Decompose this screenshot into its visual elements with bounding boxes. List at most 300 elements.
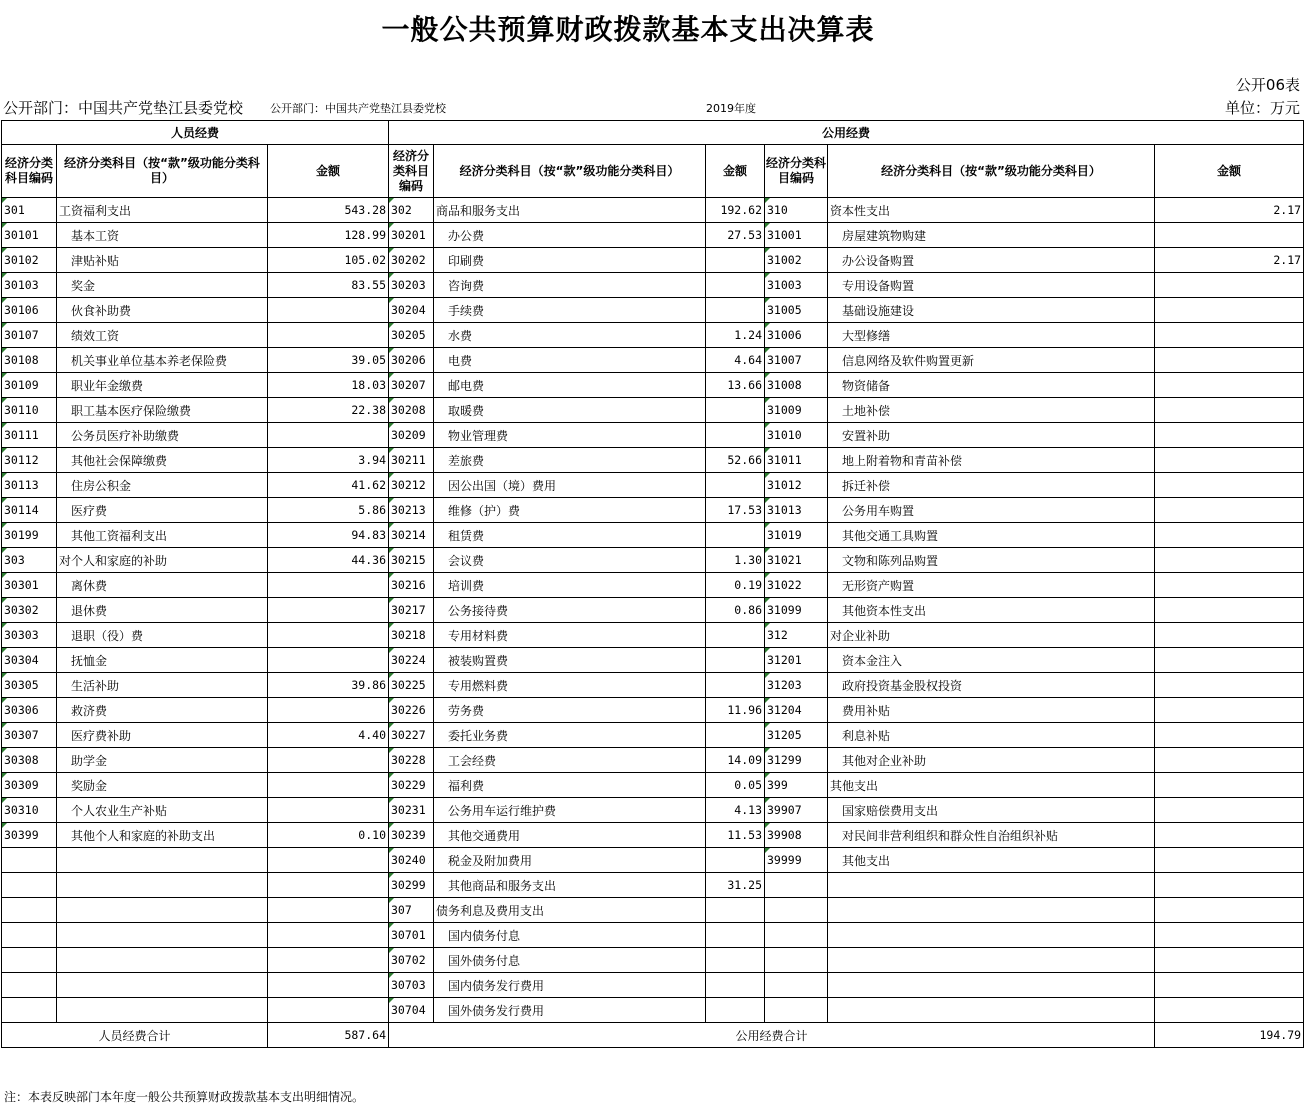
code-cell: 30203 (389, 273, 434, 298)
code-cell: 31021 (765, 548, 828, 573)
public-total-value: 194.79 (1155, 1023, 1304, 1048)
name-cell: 利息补贴 (828, 723, 1155, 748)
amount-cell (268, 798, 389, 823)
code-cell (2, 898, 57, 923)
name-cell: 手续费 (434, 298, 706, 323)
table-row (2, 648, 1304, 673)
amount-cell (1155, 373, 1304, 398)
amount-cell: 1.30 (706, 548, 765, 573)
name-cell (828, 998, 1155, 1023)
amount-cell (1155, 498, 1304, 523)
name-cell (57, 998, 268, 1023)
name-cell: 退职（役）费 (57, 623, 268, 648)
amount-cell: 39.05 (268, 348, 389, 373)
amount-cell (706, 248, 765, 273)
amount-cell (1155, 423, 1304, 448)
amount-cell: 22.38 (268, 398, 389, 423)
code-cell: 30216 (389, 573, 434, 598)
name-cell (57, 923, 268, 948)
header-amount-1: 金额 (268, 145, 389, 198)
code-cell: 31009 (765, 398, 828, 423)
code-cell: 30205 (389, 323, 434, 348)
amount-cell (706, 398, 765, 423)
code-cell: 31013 (765, 498, 828, 523)
table-row (2, 998, 1304, 1023)
code-cell: 31019 (765, 523, 828, 548)
amount-cell: 27.53 (706, 223, 765, 248)
amount-cell (706, 948, 765, 973)
amount-cell: 0.10 (268, 823, 389, 848)
header-name-3: 经济分类科目（按“款”级功能分类科目） (828, 145, 1155, 198)
amount-cell (706, 973, 765, 998)
code-cell: 30704 (389, 998, 434, 1023)
code-cell: 31007 (765, 348, 828, 373)
code-cell: 31011 (765, 448, 828, 473)
table-row (2, 223, 1304, 248)
name-cell: 其他资本性支出 (828, 598, 1155, 623)
code-cell: 30303 (2, 623, 57, 648)
amount-cell (1155, 998, 1304, 1023)
amount-cell (268, 998, 389, 1023)
code-cell: 30111 (2, 423, 57, 448)
amount-cell: 4.64 (706, 348, 765, 373)
unit-label: 单位：万元 (1224, 99, 1300, 117)
table-row (2, 248, 1304, 273)
code-cell: 30211 (389, 448, 434, 473)
table-row (2, 423, 1304, 448)
amount-cell (268, 623, 389, 648)
name-cell: 国内债务发行费用 (434, 973, 706, 998)
amount-cell: 11.96 (706, 698, 765, 723)
code-cell: 30702 (389, 948, 434, 973)
table-row (2, 323, 1304, 348)
name-cell: 基本工资 (57, 223, 268, 248)
name-cell: 国外债务付息 (434, 948, 706, 973)
name-cell: 费用补贴 (828, 698, 1155, 723)
table-row (2, 623, 1304, 648)
table-row (2, 923, 1304, 948)
name-cell: 公务用车购置 (828, 498, 1155, 523)
header-name-2: 经济分类科目（按“款”级功能分类科目） (434, 145, 706, 198)
name-cell: 信息网络及软件购置更新 (828, 348, 1155, 373)
amount-cell (1155, 273, 1304, 298)
amount-cell: 18.03 (268, 373, 389, 398)
code-cell: 30307 (2, 723, 57, 748)
code-cell: 31205 (765, 723, 828, 748)
amount-cell (1155, 348, 1304, 373)
amount-cell (1155, 548, 1304, 573)
header-amount-3: 金额 (1155, 145, 1304, 198)
code-cell: 399 (765, 773, 828, 798)
code-cell: 30108 (2, 348, 57, 373)
table-row (2, 598, 1304, 623)
code-cell: 30301 (2, 573, 57, 598)
amount-cell: 41.62 (268, 473, 389, 498)
name-cell: 土地补偿 (828, 398, 1155, 423)
code-cell: 31203 (765, 673, 828, 698)
code-cell: 30206 (389, 348, 434, 373)
name-cell: 个人农业生产补贴 (57, 798, 268, 823)
name-cell: 商品和服务支出 (434, 198, 706, 223)
column-header-row (2, 145, 1304, 198)
amount-cell: 192.62 (706, 198, 765, 223)
amount-cell (1155, 298, 1304, 323)
name-cell: 机关事业单位基本养老保险费 (57, 348, 268, 373)
code-cell: 307 (389, 898, 434, 923)
name-cell: 办公设备购置 (828, 248, 1155, 273)
amount-cell (1155, 623, 1304, 648)
name-cell (828, 873, 1155, 898)
code-cell: 31006 (765, 323, 828, 348)
code-cell (2, 973, 57, 998)
table-row (2, 523, 1304, 548)
name-cell: 会议费 (434, 548, 706, 573)
code-cell: 30306 (2, 698, 57, 723)
name-cell: 委托业务费 (434, 723, 706, 748)
name-cell (57, 948, 268, 973)
code-cell (765, 998, 828, 1023)
table-row (2, 298, 1304, 323)
amount-cell: 2.17 (1155, 198, 1304, 223)
amount-cell (706, 623, 765, 648)
table-row (2, 448, 1304, 473)
amount-cell: 52.66 (706, 448, 765, 473)
table-row (2, 498, 1304, 523)
amount-cell (1155, 698, 1304, 723)
totals-row (2, 1023, 1304, 1048)
name-cell: 安置补助 (828, 423, 1155, 448)
amount-cell: 13.66 (706, 373, 765, 398)
code-cell: 30106 (2, 298, 57, 323)
amount-cell: 11.53 (706, 823, 765, 848)
name-cell: 其他工资福利支出 (57, 523, 268, 548)
code-cell: 31001 (765, 223, 828, 248)
table-row (2, 973, 1304, 998)
amount-cell: 1.24 (706, 323, 765, 348)
name-cell (828, 948, 1155, 973)
name-cell (828, 923, 1155, 948)
name-cell: 对个人和家庭的补助 (57, 548, 268, 573)
table-row (2, 773, 1304, 798)
table-row (2, 823, 1304, 848)
code-cell: 30212 (389, 473, 434, 498)
name-cell (57, 848, 268, 873)
code-cell: 30109 (2, 373, 57, 398)
footnote: 注：本表反映部门本年度一般公共预算财政拨款基本支出明细情况。 (4, 1090, 365, 1104)
table-row (2, 873, 1304, 898)
code-cell: 30310 (2, 798, 57, 823)
code-cell (765, 923, 828, 948)
name-cell: 公务接待费 (434, 598, 706, 623)
name-cell: 政府投资基金股权投资 (828, 673, 1155, 698)
code-cell: 31010 (765, 423, 828, 448)
department-label-small: 公开部门：中国共产党垫江县委党校 (270, 102, 446, 115)
name-cell: 培训费 (434, 573, 706, 598)
name-cell: 救济费 (57, 698, 268, 723)
amount-cell: 0.86 (706, 598, 765, 623)
code-cell: 30226 (389, 698, 434, 723)
amount-cell (706, 523, 765, 548)
form-number: 公开06表 (1235, 76, 1300, 94)
code-cell: 30209 (389, 423, 434, 448)
amount-cell (268, 898, 389, 923)
section-public: 公用经费 (389, 121, 1304, 145)
amount-cell (1155, 823, 1304, 848)
code-cell: 310 (765, 198, 828, 223)
department-label: 公开部门：中国共产党垫江县委党校 (3, 99, 244, 117)
code-cell: 30240 (389, 848, 434, 873)
name-cell: 租赁费 (434, 523, 706, 548)
amount-cell: 0.19 (706, 573, 765, 598)
name-cell: 基础设施建设 (828, 298, 1155, 323)
amount-cell (1155, 673, 1304, 698)
amount-cell: 0.05 (706, 773, 765, 798)
table-row (2, 673, 1304, 698)
amount-cell (706, 923, 765, 948)
name-cell: 无形资产购置 (828, 573, 1155, 598)
code-cell: 30228 (389, 748, 434, 773)
amount-cell (1155, 873, 1304, 898)
table-row (2, 398, 1304, 423)
name-cell: 职业年金缴费 (57, 373, 268, 398)
code-cell: 30107 (2, 323, 57, 348)
amount-cell (268, 298, 389, 323)
amount-cell: 5.86 (268, 498, 389, 523)
code-cell: 303 (2, 548, 57, 573)
table-row (2, 573, 1304, 598)
code-cell: 30218 (389, 623, 434, 648)
name-cell: 职工基本医疗保险缴费 (57, 398, 268, 423)
table-row (2, 748, 1304, 773)
name-cell: 专用燃料费 (434, 673, 706, 698)
header-code-1: 经济分类科目编码 (2, 145, 57, 198)
name-cell: 其他对企业补助 (828, 748, 1155, 773)
page-title: 一般公共预算财政拨款基本支出决算表 (381, 13, 875, 46)
code-cell (765, 873, 828, 898)
amount-cell (706, 473, 765, 498)
name-cell: 文物和陈列品购置 (828, 548, 1155, 573)
code-cell: 30305 (2, 673, 57, 698)
amount-cell (1155, 648, 1304, 673)
name-cell: 物业管理费 (434, 423, 706, 448)
amount-cell (1155, 898, 1304, 923)
code-cell (2, 923, 57, 948)
code-cell: 30227 (389, 723, 434, 748)
personnel-total-label: 人员经费合计 (2, 1023, 268, 1048)
name-cell: 国外债务发行费用 (434, 998, 706, 1023)
code-cell: 30309 (2, 773, 57, 798)
table-row (2, 898, 1304, 923)
amount-cell (1155, 798, 1304, 823)
section-personnel: 人员经费 (2, 121, 389, 145)
code-cell: 30701 (389, 923, 434, 948)
amount-cell (268, 773, 389, 798)
name-cell: 福利费 (434, 773, 706, 798)
amount-cell (706, 723, 765, 748)
name-cell: 其他支出 (828, 773, 1155, 798)
table-row (2, 698, 1304, 723)
amount-cell (1155, 773, 1304, 798)
amount-cell (268, 748, 389, 773)
code-cell: 30114 (2, 498, 57, 523)
name-cell: 因公出国（境）费用 (434, 473, 706, 498)
code-cell: 31002 (765, 248, 828, 273)
header-code-2: 经济分类科目编码 (389, 145, 434, 198)
code-cell: 30231 (389, 798, 434, 823)
name-cell: 办公费 (434, 223, 706, 248)
name-cell: 对民间非营利组织和群众性自治组织补贴 (828, 823, 1155, 848)
name-cell: 奖金 (57, 273, 268, 298)
table-row (2, 198, 1304, 223)
amount-cell (268, 573, 389, 598)
code-cell (765, 898, 828, 923)
amount-cell (706, 848, 765, 873)
name-cell: 房屋建筑物购建 (828, 223, 1155, 248)
name-cell: 其他个人和家庭的补助支出 (57, 823, 268, 848)
code-cell: 312 (765, 623, 828, 648)
code-cell: 31008 (765, 373, 828, 398)
name-cell (57, 973, 268, 998)
amount-cell (268, 698, 389, 723)
amount-cell (268, 848, 389, 873)
amount-cell (1155, 723, 1304, 748)
code-cell: 30113 (2, 473, 57, 498)
name-cell: 绩效工资 (57, 323, 268, 348)
amount-cell: 17.53 (706, 498, 765, 523)
amount-cell (268, 973, 389, 998)
code-cell: 31022 (765, 573, 828, 598)
amount-cell (268, 423, 389, 448)
amount-cell (706, 298, 765, 323)
name-cell: 离休费 (57, 573, 268, 598)
code-cell: 30208 (389, 398, 434, 423)
code-cell: 30302 (2, 598, 57, 623)
name-cell (57, 873, 268, 898)
header-amount-2: 金额 (706, 145, 765, 198)
name-cell: 劳务费 (434, 698, 706, 723)
name-cell: 物资储备 (828, 373, 1155, 398)
code-cell: 30202 (389, 248, 434, 273)
amount-cell (706, 423, 765, 448)
name-cell: 退休费 (57, 598, 268, 623)
code-cell: 30225 (389, 673, 434, 698)
amount-cell (1155, 573, 1304, 598)
amount-cell: 39.86 (268, 673, 389, 698)
name-cell (828, 898, 1155, 923)
name-cell: 地上附着物和青苗补偿 (828, 448, 1155, 473)
name-cell: 维修（护）费 (434, 498, 706, 523)
code-cell: 302 (389, 198, 434, 223)
code-cell: 31299 (765, 748, 828, 773)
amount-cell: 4.40 (268, 723, 389, 748)
name-cell: 税金及附加费用 (434, 848, 706, 873)
amount-cell (1155, 473, 1304, 498)
code-cell: 39908 (765, 823, 828, 848)
name-cell: 国家赔偿费用支出 (828, 798, 1155, 823)
table-row (2, 948, 1304, 973)
name-cell: 生活补助 (57, 673, 268, 698)
code-cell: 31204 (765, 698, 828, 723)
amount-cell (268, 948, 389, 973)
amount-cell (1155, 948, 1304, 973)
personnel-total-value: 587.64 (268, 1023, 389, 1048)
name-cell: 咨询费 (434, 273, 706, 298)
name-cell: 伙食补助费 (57, 298, 268, 323)
amount-cell (1155, 448, 1304, 473)
amount-cell (1155, 748, 1304, 773)
name-cell: 其他社会保障缴费 (57, 448, 268, 473)
name-cell: 邮电费 (434, 373, 706, 398)
amount-cell (1155, 598, 1304, 623)
amount-cell: 3.94 (268, 448, 389, 473)
name-cell: 津贴补贴 (57, 248, 268, 273)
code-cell: 30199 (2, 523, 57, 548)
name-cell: 奖励金 (57, 773, 268, 798)
name-cell: 其他交通费用 (434, 823, 706, 848)
amount-cell (1155, 848, 1304, 873)
name-cell: 对企业补助 (828, 623, 1155, 648)
table-row (2, 548, 1304, 573)
amount-cell (706, 998, 765, 1023)
amount-cell: 128.99 (268, 223, 389, 248)
name-cell: 被装购置费 (434, 648, 706, 673)
amount-cell: 4.13 (706, 798, 765, 823)
code-cell: 30103 (2, 273, 57, 298)
name-cell: 专用材料费 (434, 623, 706, 648)
amount-cell: 543.28 (268, 198, 389, 223)
amount-cell: 14.09 (706, 748, 765, 773)
amount-cell (1155, 523, 1304, 548)
name-cell: 其他支出 (828, 848, 1155, 873)
code-cell: 30239 (389, 823, 434, 848)
name-cell: 工会经费 (434, 748, 706, 773)
name-cell: 差旅费 (434, 448, 706, 473)
section-header-row (2, 121, 1304, 145)
code-cell: 30229 (389, 773, 434, 798)
code-cell: 30214 (389, 523, 434, 548)
code-cell: 30201 (389, 223, 434, 248)
code-cell: 31012 (765, 473, 828, 498)
code-cell (765, 948, 828, 973)
code-cell: 30217 (389, 598, 434, 623)
code-cell (2, 848, 57, 873)
code-cell: 39999 (765, 848, 828, 873)
code-cell: 30110 (2, 398, 57, 423)
code-cell: 31201 (765, 648, 828, 673)
amount-cell (1155, 923, 1304, 948)
code-cell (765, 973, 828, 998)
amount-cell (706, 898, 765, 923)
name-cell: 大型修缮 (828, 323, 1155, 348)
name-cell: 债务利息及费用支出 (434, 898, 706, 923)
amount-cell (268, 873, 389, 898)
name-cell: 工资福利支出 (57, 198, 268, 223)
table-row (2, 798, 1304, 823)
amount-cell (1155, 398, 1304, 423)
code-cell: 30304 (2, 648, 57, 673)
amount-cell: 31.25 (706, 873, 765, 898)
amount-cell (268, 923, 389, 948)
name-cell: 印刷费 (434, 248, 706, 273)
code-cell: 30204 (389, 298, 434, 323)
name-cell: 拆迁补偿 (828, 473, 1155, 498)
amount-cell (268, 598, 389, 623)
name-cell (57, 898, 268, 923)
code-cell (2, 948, 57, 973)
header-code-3: 经济分类科目编码 (765, 145, 828, 198)
table-row (2, 848, 1304, 873)
code-cell: 39907 (765, 798, 828, 823)
